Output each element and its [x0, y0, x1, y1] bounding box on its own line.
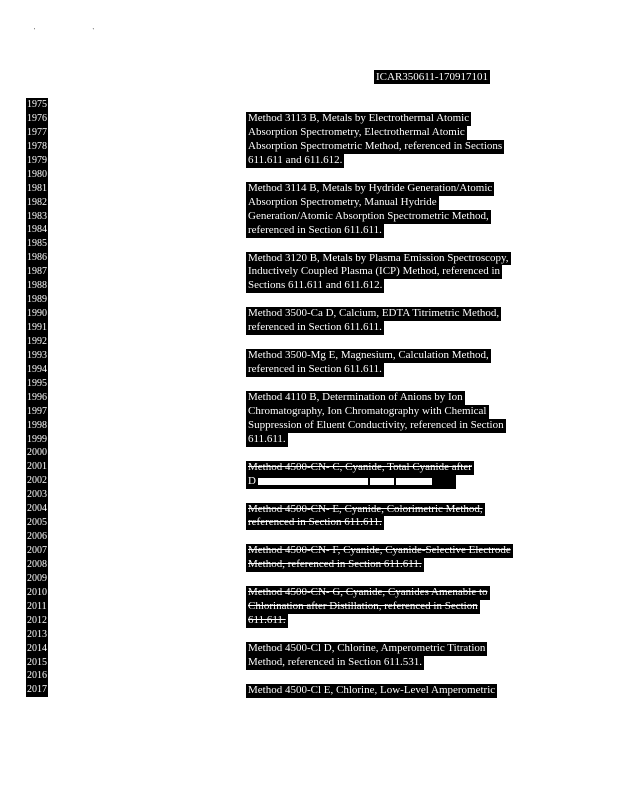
redaction-mark [396, 478, 432, 485]
line-number: 2011 [27, 600, 47, 612]
redacted-text-line [246, 475, 456, 489]
line-number: 2001 [27, 461, 47, 473]
line-number: 1988 [27, 280, 47, 292]
method-4500-cn-c-block [246, 461, 474, 489]
method-3114b-block [246, 182, 494, 238]
method-3500-mg-e-block [246, 349, 491, 377]
line-number: 1995 [27, 377, 47, 389]
line-number: 1975 [27, 99, 47, 110]
line-number: 2017 [27, 684, 47, 696]
line-number: 2002 [27, 475, 47, 487]
line-number: 1977 [27, 126, 47, 138]
line-number: 1985 [27, 238, 47, 250]
line-number: 1996 [27, 391, 47, 403]
line-number-column [26, 98, 48, 697]
line-number: 2016 [27, 670, 47, 682]
text-line: Generation/Atomic Absorption Spectrometric Method, [248, 209, 489, 222]
line-number: 1982 [27, 196, 47, 208]
struck-text-line: Method 4500-CN- E, Cyanide, Colorimetric Method, [248, 502, 483, 515]
text-line: referenced in Section 611.611. [248, 321, 382, 334]
text-line: Method 4500-Cl D, Chlorine, Amperometric Titration [248, 642, 486, 654]
line-number: 2015 [27, 656, 47, 668]
struck-text-line: Method, referenced in Section 611.611. [248, 558, 422, 571]
line-number: 1979 [27, 154, 47, 166]
line-number: 1987 [27, 266, 47, 278]
line-number: 1989 [27, 294, 47, 306]
line-number: 1993 [27, 349, 47, 361]
struck-text-line: Method 4500-CN- F, Cyanide, Cyanide-Selective Electrode [248, 544, 511, 557]
line-number: 1983 [27, 210, 47, 222]
method-4500-cl-d-block [246, 642, 487, 670]
text-line: Inductively Coupled Plasma (ICP) Method, referenced in [248, 265, 501, 278]
text-line: Absorption Spectrometry, Electrothermal Atomic [248, 125, 465, 138]
method-4500-cn-g-block [246, 586, 490, 628]
struck-text-line: Method 4500-CN- G, Cyanide, Cyanides Amenable to [248, 586, 488, 599]
line-number: 1994 [27, 363, 47, 375]
line-number: 1984 [27, 224, 47, 236]
line-number: 2010 [27, 586, 47, 598]
text-line: Method 4110 B, Determination of Anions by Ion [248, 391, 463, 403]
struck-text-line: referenced in Section 611.611. [248, 516, 382, 529]
line-number: 1978 [27, 140, 47, 152]
method-4500-cl-e-block [246, 684, 497, 698]
text-line: Method 3500-Mg E, Magnesium, Calculation Method, [248, 349, 489, 362]
text-line: 611.611 and 611.612. [248, 153, 343, 166]
line-number: 2003 [27, 489, 47, 501]
redaction-mark [258, 478, 368, 485]
line-number: 1976 [27, 112, 47, 124]
text-line: Method 3114 B, Metals by Hydride Generation/Atomic [248, 181, 493, 194]
method-4500-cn-f-block [246, 544, 513, 572]
method-4110b-block [246, 391, 506, 447]
line-number: 1991 [27, 322, 47, 333]
text-line: referenced in Section 611.611. [248, 223, 382, 236]
line-number: 2004 [27, 503, 47, 515]
document-code: ICAR350611-170917101 [376, 71, 489, 83]
line-number: 1992 [27, 335, 47, 347]
line-number: 2008 [27, 558, 47, 570]
text-line: Method 3113 B, Metals by Electrothermal Atomic [248, 112, 470, 124]
text-line: Suppression of Eluent Conductivity, referenced in Section [248, 418, 504, 431]
method-3113b-block [246, 112, 504, 168]
line-number: 2013 [27, 628, 47, 640]
text-line: 611.611. [248, 432, 286, 445]
text-line: Method 3500-Ca D, Calcium, EDTA Titrimetric Method, [248, 307, 500, 320]
line-number: 1981 [27, 182, 47, 194]
struck-text-line: Method 4500-CN- C, Cyanide, Total Cyanide after [248, 460, 472, 473]
line-number: 1980 [27, 168, 47, 180]
struck-text-line: Chlorination after Distillation, referenced in Section [248, 600, 478, 613]
struck-text-line: 611.611. [248, 614, 286, 627]
text-line: Absorption Spectrometric Method, referenced in Sections [248, 139, 503, 152]
line-number: 1998 [27, 419, 47, 431]
line-number: 2007 [27, 545, 47, 556]
line-number: 2000 [27, 447, 47, 459]
text-fragment: D [248, 474, 256, 487]
line-number: 2005 [27, 517, 47, 529]
text-line: Method 4500-Cl E, Chlorine, Low-Level Amperometric [248, 683, 496, 696]
text-line: referenced in Section 611.611. [248, 363, 382, 376]
line-number: 2009 [27, 572, 47, 584]
text-line: Method, referenced in Section 611.531. [248, 655, 423, 668]
text-line: Method 3120 B, Metals by Plasma Emission Spectroscopy, [248, 251, 509, 264]
text-line: Absorption Spectrometry, Manual Hydride [248, 195, 437, 208]
method-3500-ca-d-block [246, 307, 501, 335]
line-number: 1986 [27, 252, 47, 264]
method-3120b-block [246, 252, 511, 294]
line-number: 1999 [27, 433, 47, 445]
text-line: Chromatography, Ion Chromatography with Chemical [248, 404, 487, 417]
line-number: 1997 [27, 405, 47, 417]
text-line: Sections 611.611 and 611.612. [248, 279, 383, 292]
scan-marks: ' ' [34, 28, 122, 34]
method-4500-cn-e-block [246, 503, 485, 531]
line-number: 2014 [27, 642, 47, 654]
line-number: 1990 [27, 308, 47, 320]
line-number: 2012 [27, 614, 47, 626]
redaction-mark [370, 478, 394, 485]
line-number: 2006 [27, 531, 47, 543]
